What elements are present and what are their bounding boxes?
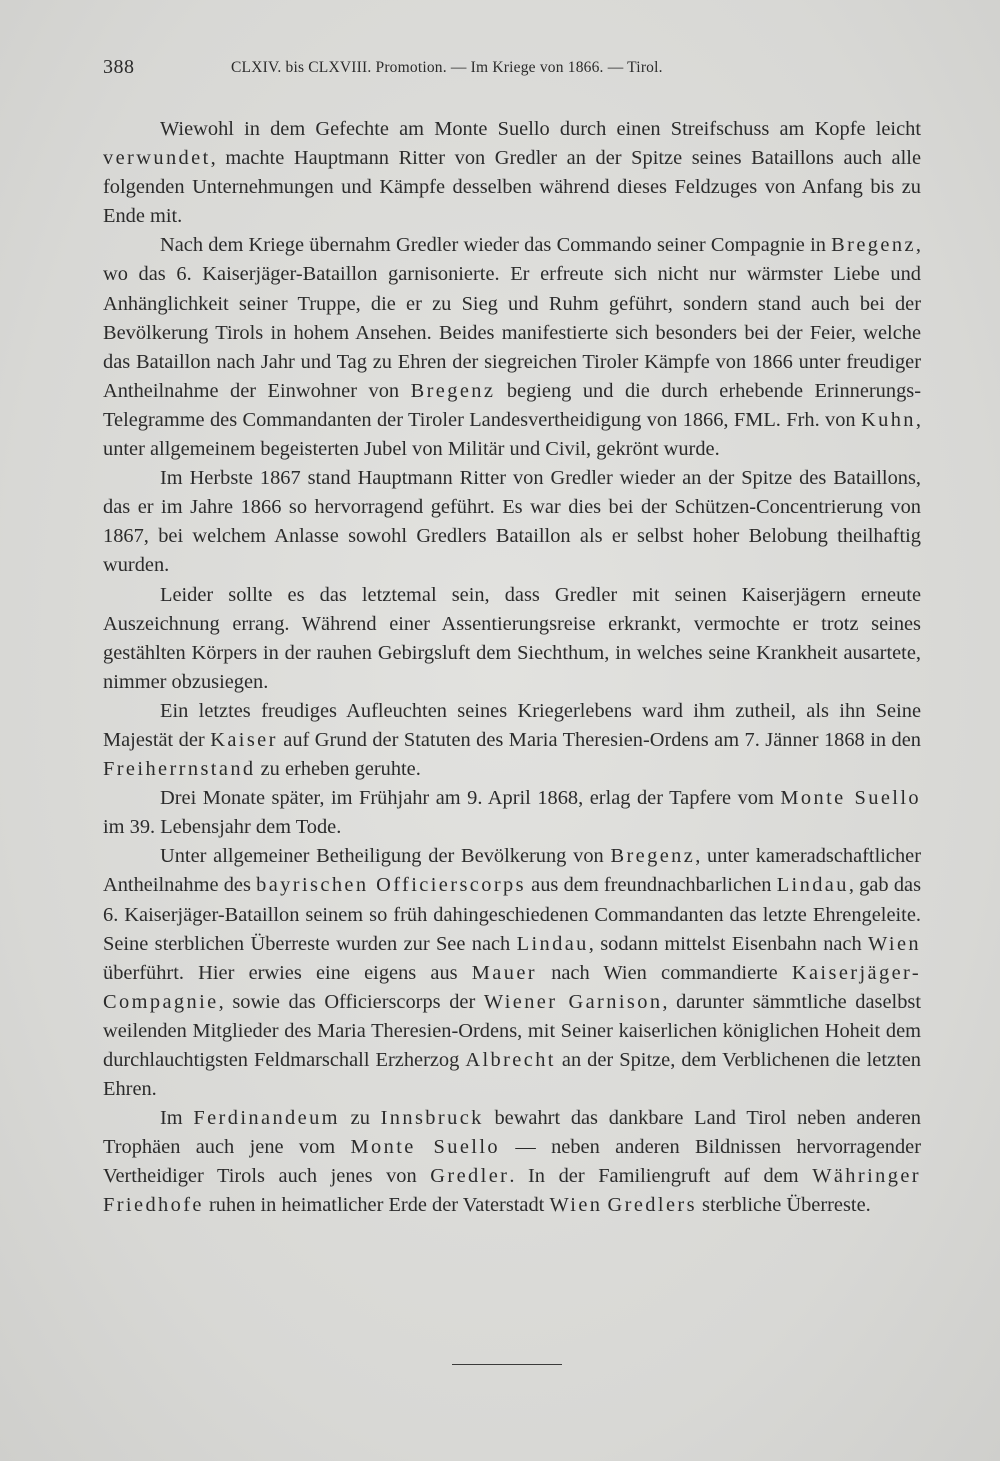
running-head: CLXIV. bis CLXVIII. Promotion. — Im Kriege von 1866. — Tirol. (231, 59, 663, 76)
emphasized-text: Kuhn (860, 408, 916, 431)
paragraph (103, 115, 921, 231)
page-header (103, 56, 923, 88)
emphasized-text: Freiherrnstand (103, 758, 256, 781)
paragraph (103, 231, 921, 464)
text-run: , wo das 6. Kaiserjäger-Bataillon garnisonierte. Er erfreute sich nicht nur wärmster Liebe und Anhänglichkeit seiner Truppe, die er zu Sieg und Ruhm geführt, sondern stand auch bei der Bevölkerung Tirols in hohem Ansehen. Beides manifestierte sich besonders bei der Feier, welche das Bataillon nach Jahr und Tag zu Ehren der siegreichen Tiroler Kämpfe von 1866 unter freudiger Antheilnahme der Einwohner von (103, 234, 921, 402)
text-run: , gab das 6. Kaiserjäger-Bataillon seinem so früh dahingeschiedenen Commandanten das letzte Ehrengeleite. Seine sterblichen Überreste wurden zur See nach (103, 874, 922, 955)
emphasized-text: Bregenz (410, 379, 496, 402)
body-text (103, 115, 921, 1221)
text-run: — neben anderen Bildnissen hervorragender Vertheidiger Tirols auch jenes von (103, 1136, 921, 1188)
paragraph (103, 697, 921, 784)
emphasized-text: Wien (549, 1194, 603, 1217)
text-run: Drei Monate später, im Frühjahr am 9. April 1868, erlag der Tapfere vom (160, 787, 781, 810)
paragraph (103, 842, 921, 1104)
paragraph (103, 581, 921, 697)
paragraph (103, 784, 921, 842)
emphasized-text: Gredler (430, 1165, 510, 1188)
text-run: ruhen in heimatlicher Erde der Vaterstadt (203, 1194, 550, 1217)
emphasized-text: Monte Suello (780, 787, 921, 810)
emphasized-text: Kaiser (210, 728, 278, 751)
text-run: Im Herbste 1867 stand Hauptmann Ritter von Gredler wieder an der Spitze des Bataillons, das er im Jahre 1866 so hervorragend geführt. Es war dies bei der Schützen-Concentrierung von 1867, bei welchem Anlasse sowohl Gredlers Bataillon als er selbst hoher Belobung theilhaftig wurden. (103, 467, 921, 577)
end-rule (452, 1364, 562, 1365)
emphasized-text: bayrischen Officierscorps (256, 874, 526, 897)
text-run: aus dem freundnachbarlichen (525, 874, 777, 897)
emphasized-text: Monte Suello (350, 1136, 501, 1159)
emphasized-text: Lindau (516, 932, 589, 955)
paragraph (103, 464, 921, 580)
text-run: , darunter sämmtliche daselbst weilenden Mitglieder des Maria Theresien-Ordens, mit Seiner kaiserlichen königlichen Hoheit dem durchlauchtigsten Feldmarschall Erzherzog (103, 990, 922, 1071)
text-run: , sowie das Officierscorps der (218, 990, 484, 1013)
text-run: , machte Hauptmann Ritter von Gredler an der Spitze seines Bataillons auch alle folgenden Unternehmungen und Kämpfe desselben während dieses Feldzuges von Anfang bis zu Ende mit. (103, 147, 921, 228)
emphasized-text: Wien (868, 932, 921, 955)
text-run: begieng und die durch erhebende Erinnerungs-Telegramme des Commandanten der Tiroler Landesvertheidigung von 1866, FML. Frh. von (103, 379, 921, 431)
text-run: sterbliche Überreste. (696, 1194, 871, 1217)
emphasized-text: Kaiserjäger-Compagnie (103, 961, 922, 1013)
text-run: , unter kameradschaftlicher Antheilnahme des (103, 845, 921, 897)
text-run: auf Grund der Statuten des Maria Theresien-Ordens am 7. Jänner 1868 in den (277, 728, 921, 751)
emphasized-text: Währinger Friedhofe (103, 1165, 921, 1217)
text-run: zu erheben geruhte. (255, 758, 421, 781)
text-run: nach Wien commandierte (537, 961, 792, 984)
emphasized-text: Mauer (471, 961, 537, 984)
text-run: Ein letztes freudiges Aufleuchten seines Kriegerlebens ward ihm zutheil, als ihn Seine Majestät der (103, 699, 921, 751)
emphasized-text: Innsbruck (380, 1107, 484, 1130)
emphasized-text: Lindau (776, 874, 849, 897)
text-run: , sodann mittelst Eisenbahn nach (588, 932, 869, 955)
emphasized-text: Wiener Garnison (483, 990, 663, 1013)
emphasized-text: Albrecht (465, 1049, 556, 1071)
text-run: . In der Familiengruft auf dem (509, 1165, 813, 1188)
paragraph (103, 1104, 921, 1220)
text-run: zu (339, 1107, 381, 1130)
text-run: Wiewohl in dem Gefechte am Monte Suello durch einen Streifschuss am Kopfe leicht (160, 118, 921, 140)
text-run: bewahrt das dankbare Land Tirol neben anderen Trophäen auch jene vom (103, 1107, 921, 1159)
text-run: Im (160, 1107, 194, 1130)
text-run: überführt. Hier erwies eine eigens aus (103, 961, 472, 984)
emphasized-text: Gredlers (607, 1194, 697, 1217)
text-run: an der Spitze, dem Verblichenen die letzten Ehren. (103, 1049, 921, 1101)
text-run: Unter allgemeiner Betheiligung der Bevölkerung von (160, 845, 611, 868)
emphasized-text: Bregenz (610, 845, 696, 868)
emphasized-text: verwundet (103, 147, 211, 170)
text-run: , unter allgemeinem begeisterten Jubel von Militär und Civil, gekrönt wurde. (103, 408, 921, 461)
emphasized-text: Ferdinandeum (193, 1107, 340, 1130)
page-number: 388 (103, 56, 135, 78)
text-run: im 39. Lebensjahr dem Tode. (103, 816, 342, 839)
text-run: Nach dem Kriege übernahm Gredler wieder das Commando seiner Compagnie in (160, 234, 832, 257)
text-run: Leider sollte es das letztemal sein, dass Gredler mit seinen Kaiserjägern erneute Auszeichnung errang. Während einer Assentierungsreise erkrankt, vermochte er trotz seines gestählten Körpers in der rauhen Gebirgsluft dem Siechthum, in welches seine Krankheit ausartete, nimmer obzusiegen. (103, 583, 921, 693)
emphasized-text: Bregenz (831, 234, 916, 257)
